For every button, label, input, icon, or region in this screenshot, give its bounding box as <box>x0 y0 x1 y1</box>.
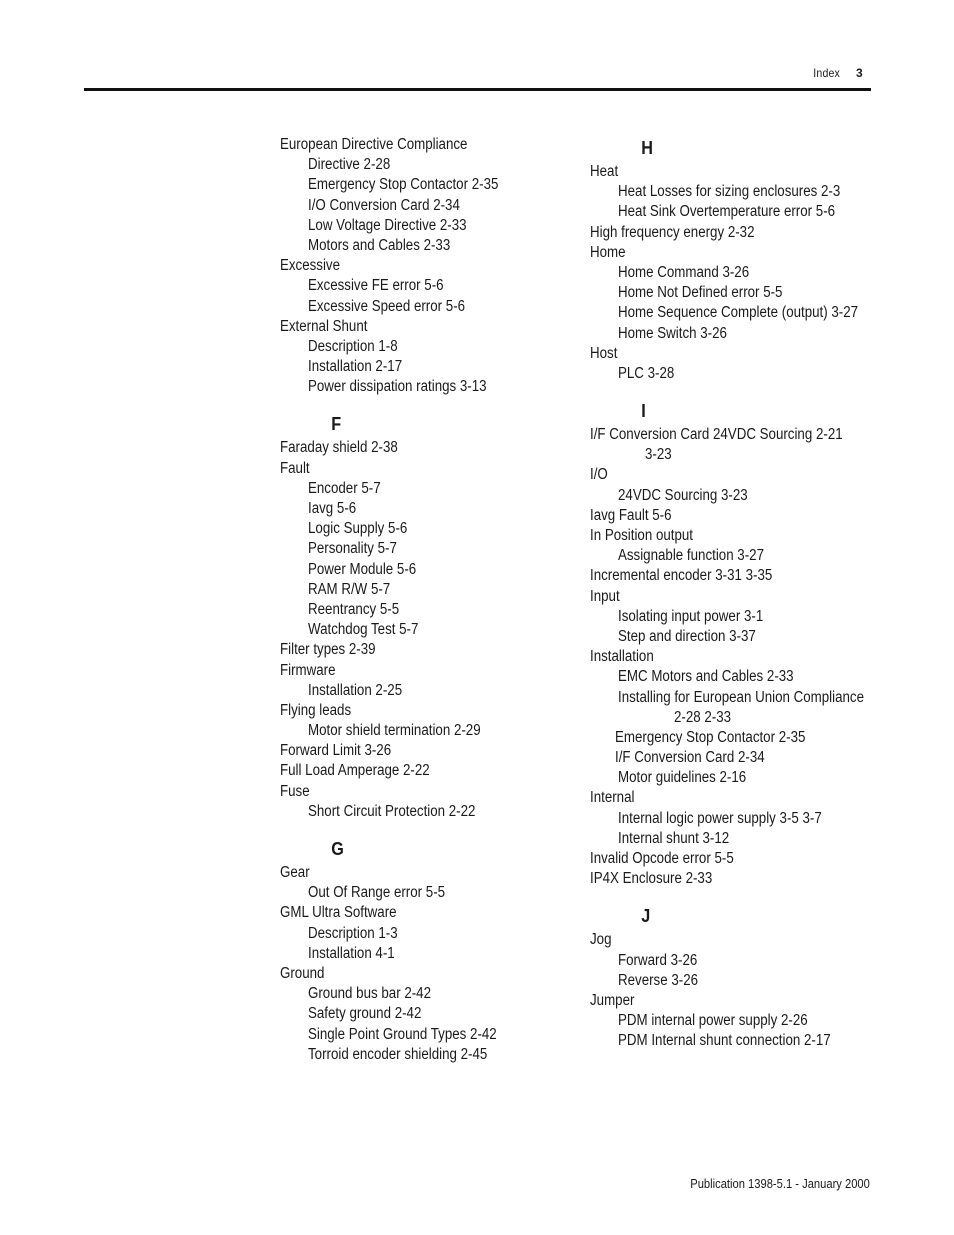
index-subentry <box>590 182 890 202</box>
index-entry-text: Ground bus bar 2-42 <box>308 985 432 1003</box>
index-entry <box>280 661 570 681</box>
index-entry-text: External Shunt <box>280 317 368 335</box>
index-entry-text: Installation 2-25 <box>308 681 403 699</box>
index-entry-text: I/O <box>590 466 608 484</box>
index-entry <box>590 991 890 1011</box>
index-subentry <box>280 560 570 580</box>
index-entry-text: Forward 3-26 <box>618 951 698 969</box>
publication-footer <box>640 1176 870 1191</box>
index-subentry <box>590 829 890 849</box>
index-entry-text: PDM internal power supply 2-26 <box>618 1012 808 1030</box>
index-entry-text: Safety ground 2-42 <box>308 1005 422 1023</box>
index-subentry <box>590 951 890 971</box>
index-subentry <box>280 377 570 397</box>
index-entry <box>280 459 570 479</box>
index-entry-text: Motor shield termination 2-29 <box>308 722 481 740</box>
index-entry-text: Input <box>590 587 620 605</box>
index-subentry <box>280 721 570 741</box>
index-subentry <box>280 357 570 377</box>
index-entry <box>280 782 570 802</box>
index-entry <box>280 256 570 276</box>
index-entry <box>590 587 890 607</box>
index-entry-text: Fault <box>280 459 310 477</box>
index-subentry <box>280 1025 570 1045</box>
index-subentry <box>280 924 570 944</box>
index-entry-text: Low Voltage Directive 2-33 <box>308 216 467 234</box>
index-entry-text: Short Circuit Protection 2-22 <box>308 802 476 820</box>
index-entry <box>590 566 890 586</box>
index-entry-text: Logic Supply 5-6 <box>308 520 408 538</box>
index-column-right <box>590 135 890 1052</box>
index-entry-text: Excessive Speed error 5-6 <box>308 297 466 315</box>
index-entry <box>590 506 890 526</box>
index-entry <box>280 761 570 781</box>
index-entry-text: EMC Motors and Cables 2-33 <box>618 668 794 686</box>
index-entry-text: I/F Conversion Card 24VDC Sourcing 2-21 <box>590 426 843 444</box>
index-entry-text: European Directive Compliance <box>280 136 468 153</box>
index-entry-text: Description 1-8 <box>308 337 398 355</box>
index-entry-text: Jog <box>590 931 612 949</box>
index-entry-text: Power dissipation ratings 3-13 <box>308 378 487 396</box>
index-subentry <box>590 607 890 627</box>
index-entry-text: Installation 2-17 <box>308 358 403 376</box>
index-entry <box>280 640 570 660</box>
index-subentry <box>590 768 890 788</box>
index-letter-heading: F <box>331 414 342 435</box>
index-subentry <box>280 1045 570 1065</box>
index-entry-text: IP4X Enclosure 2-33 <box>590 870 713 888</box>
index-entry-text: In Position output <box>590 527 694 544</box>
index-entry-text: Firmware <box>280 661 336 679</box>
index-entry <box>280 701 570 721</box>
index-entry-text: Reentrancy 5-5 <box>308 600 400 618</box>
index-entry-text: Home Not Defined error 5-5 <box>618 284 783 302</box>
index-subentry <box>280 196 570 216</box>
page-number: 3 <box>856 66 863 80</box>
index-entry-text: Flying leads <box>280 701 352 719</box>
index-subentry <box>280 600 570 620</box>
index-subentry <box>590 263 890 283</box>
index-entry-text: Installation 4-1 <box>308 944 395 962</box>
index-subentry <box>280 1004 570 1024</box>
index-subentry <box>590 688 890 708</box>
index-entry-text: Motor guidelines 2-16 <box>618 769 747 787</box>
index-entry-text: Single Point Ground Types 2-42 <box>308 1025 497 1043</box>
index-subentry <box>590 303 890 323</box>
index-subentry <box>590 1031 890 1051</box>
index-subentry <box>280 944 570 964</box>
index-subentry <box>280 499 570 519</box>
index-entry-text: Directive 2-28 <box>308 156 391 174</box>
index-entry-text: Jumper <box>590 991 635 1009</box>
index-entry-text: Personality 5-7 <box>308 540 397 558</box>
index-subentry <box>280 216 570 236</box>
index-entry <box>590 930 890 950</box>
index-entry-text: I/F Conversion Card 2-34 <box>615 749 765 767</box>
index-entry <box>590 869 890 889</box>
index-entry-text: Home <box>590 243 626 261</box>
index-entry <box>280 135 570 155</box>
index-entry-text: Internal shunt 3-12 <box>618 829 730 847</box>
index-entry-text: GML Ultra Software <box>280 904 397 922</box>
index-entry-text: Gear <box>280 864 310 881</box>
index-entry-text: Excessive FE error 5-6 <box>308 277 444 295</box>
index-entry-text: 3-23 <box>645 446 672 464</box>
index-letter-heading: G <box>331 839 344 859</box>
index-subentry <box>280 236 570 256</box>
index-entry-text: Ground <box>280 964 325 982</box>
index-subentry <box>280 681 570 701</box>
index-entry-text: Forward Limit 3-26 <box>280 742 392 760</box>
index-subentry <box>280 620 570 640</box>
index-entry-text: Power Module 5-6 <box>308 560 417 578</box>
index-subentry <box>590 708 890 728</box>
index-entry-text: Home Command 3-26 <box>618 263 750 281</box>
index-subentry <box>590 486 890 506</box>
index-subentry <box>280 580 570 600</box>
publication-text: Publication 1398-5.1 - January 2000 <box>690 1176 870 1191</box>
index-subentry <box>590 667 890 687</box>
index-entry <box>590 788 890 808</box>
index-entry-text: Host <box>590 344 618 362</box>
index-entry-text: Encoder 5-7 <box>308 479 381 497</box>
index-entry <box>590 526 890 546</box>
index-entry-text: Fuse <box>280 782 310 800</box>
index-entry-text: Reverse 3-26 <box>618 971 699 989</box>
index-subentry <box>280 883 570 903</box>
index-subentry <box>590 1011 890 1031</box>
index-letter-heading: I <box>641 401 646 422</box>
index-entry-text: Motors and Cables 2-33 <box>308 236 451 254</box>
index-entry-text: High frequency energy 2-32 <box>590 223 755 241</box>
index-entry <box>590 344 890 364</box>
index-subentry <box>280 276 570 296</box>
index-subentry <box>590 546 890 566</box>
index-entry-text: Incremental encoder 3-31 3-35 <box>590 567 773 585</box>
index-entry-text: 24VDC Sourcing 3-23 <box>618 486 748 504</box>
index-subentry <box>280 519 570 539</box>
index-entry-text: Excessive <box>280 257 341 275</box>
index-subentry <box>280 337 570 357</box>
index-subentry <box>590 364 890 384</box>
index-subentry <box>590 627 890 647</box>
index-entry <box>590 425 890 445</box>
index-subentry <box>280 539 570 559</box>
index-entry-text: Installation <box>590 648 654 666</box>
index-subentry <box>590 809 890 829</box>
index-entry <box>590 849 890 869</box>
running-header-section: Index <box>813 66 840 80</box>
index-subentry <box>590 728 890 748</box>
index-entry-text: RAM R/W 5-7 <box>308 580 391 598</box>
index-entry-text: Internal logic power supply 3-5 3-7 <box>618 809 822 827</box>
index-entry-text: Installing for European Union Compliance <box>618 688 865 706</box>
index-entry-text: Filter types 2-39 <box>280 641 376 659</box>
index-entry-text: Isolating input power 3-1 <box>618 607 764 625</box>
index-entry-text: Internal <box>590 789 635 807</box>
index-entry-text: Step and direction 3-37 <box>618 627 756 645</box>
index-entry-text: I/O Conversion Card 2-34 <box>308 196 460 214</box>
index-entry <box>280 964 570 984</box>
index-entry-text: Assignable function 3-27 <box>618 547 764 565</box>
index-entry-text: Home Switch 3-26 <box>618 324 727 342</box>
index-entry-text: Home Sequence Complete (output) 3-27 <box>618 304 859 322</box>
index-entry-text: 2-28 2-33 <box>674 708 732 726</box>
index-letter-heading: H <box>641 138 653 158</box>
index-subentry <box>590 445 890 465</box>
index-entry <box>280 438 570 458</box>
index-column-left <box>280 135 570 1065</box>
index-subentry <box>280 297 570 317</box>
index-entry-text: PDM Internal shunt connection 2-17 <box>618 1032 831 1050</box>
index-entry-text: Iavg Fault 5-6 <box>590 506 672 524</box>
index-entry-text: Iavg 5-6 <box>308 500 357 517</box>
index-entry-text: Torroid encoder shielding 2-45 <box>308 1045 488 1063</box>
index-entry-text: Emergency Stop Contactor 2-35 <box>615 728 806 746</box>
index-entry <box>590 223 890 243</box>
index-entry <box>590 647 890 667</box>
index-subentry <box>590 748 890 768</box>
index-entry <box>280 863 570 883</box>
header-rule <box>84 88 871 91</box>
index-subentry <box>590 202 890 222</box>
index-entry-text: Description 1-3 <box>308 924 398 942</box>
index-entry <box>280 903 570 923</box>
index-entry <box>590 465 890 485</box>
index-subentry <box>280 802 570 822</box>
index-entry-text: PLC 3-28 <box>618 364 675 382</box>
index-subentry <box>590 283 890 303</box>
index-entry-text: Heat <box>590 163 619 180</box>
index-entry-text: Heat Losses for sizing enclosures 2-3 <box>618 183 841 201</box>
index-entry <box>280 741 570 761</box>
index-letter-heading: J <box>641 906 651 927</box>
index-entry <box>590 243 890 263</box>
index-subentry <box>280 155 570 175</box>
index-entry-text: Heat Sink Overtemperature error 5-6 <box>618 203 836 221</box>
index-entry-text: Faraday shield 2-38 <box>280 439 398 457</box>
index-subentry <box>280 479 570 499</box>
index-subentry <box>590 971 890 991</box>
index-entry <box>280 317 570 337</box>
index-entry-text: Emergency Stop Contactor 2-35 <box>308 176 499 194</box>
index-subentry <box>590 324 890 344</box>
index-subentry <box>280 984 570 1004</box>
index-subentry <box>280 175 570 195</box>
index-entry-text: Out Of Range error 5-5 <box>308 884 446 902</box>
index-entry-text: Watchdog Test 5-7 <box>308 621 419 639</box>
index-entry-text: Invalid Opcode error 5-5 <box>590 850 734 867</box>
index-entry-text: Full Load Amperage 2-22 <box>280 762 430 780</box>
index-entry <box>590 162 890 182</box>
